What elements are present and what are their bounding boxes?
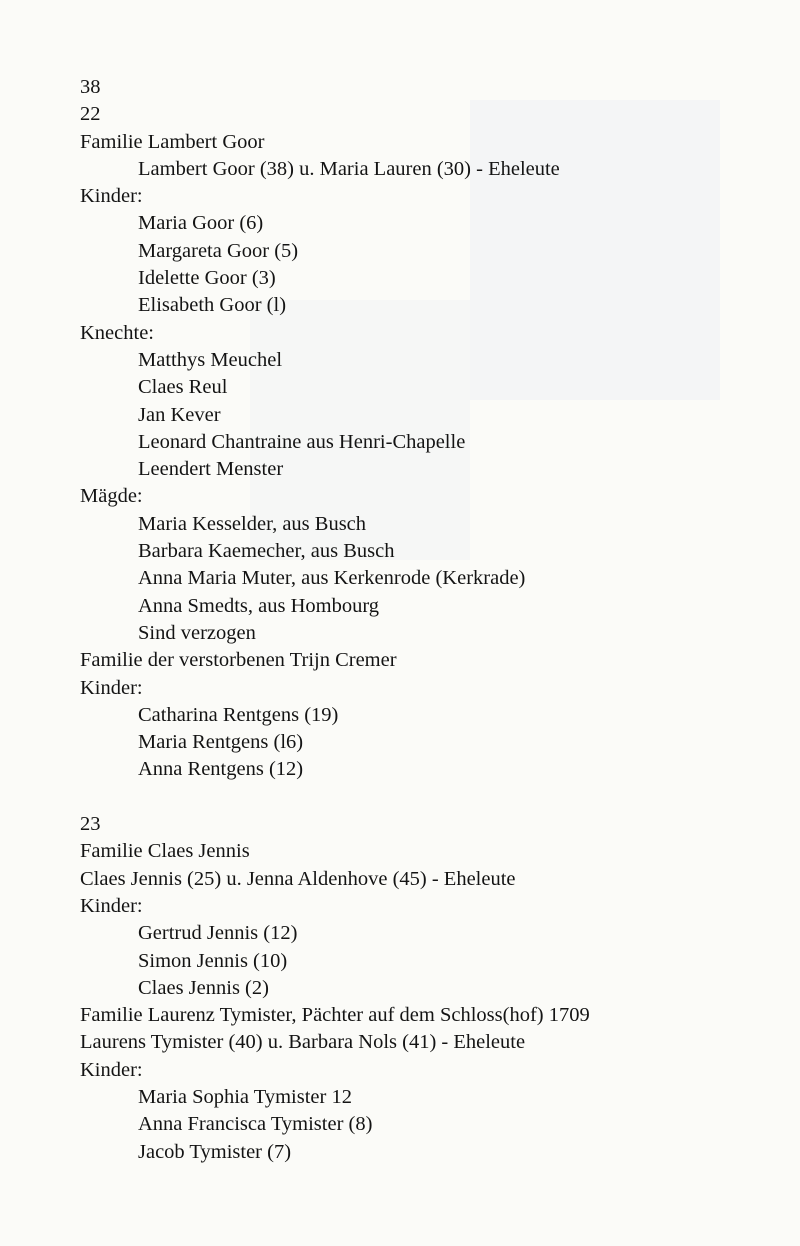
person-line: Idelette Goor (3)	[138, 267, 276, 290]
person-line: Maria Sophia Tymister 12	[138, 1085, 352, 1108]
person-line: Anna Rentgens (12)	[138, 758, 304, 781]
household-entry	[80, 811, 740, 1166]
person-line: Barbara Kaemecher, aus Busch	[138, 540, 395, 563]
person-line: Elisabeth Goor (l)	[138, 294, 287, 317]
heading-line: Claes Jennis (25) u. Jenna Aldenhove (45) - Eheleute	[80, 867, 516, 890]
person-line: Margareta Goor (5)	[138, 239, 299, 262]
entries	[80, 101, 740, 1166]
heading-line: Familie Claes Jennis	[80, 840, 250, 863]
person-line: Maria Rentgens (l6)	[138, 731, 304, 754]
person-line: Gertrud Jennis (12)	[138, 922, 298, 945]
person-line: Jan Kever	[138, 403, 221, 426]
person-line: Simon Jennis (10)	[138, 949, 288, 972]
person-line: Leendert Menster	[138, 458, 284, 481]
person-line: Maria Goor (6)	[138, 212, 264, 235]
heading-line: Laurens Tymister (40) u. Barbara Nols (41) - Eheleute	[80, 1031, 526, 1054]
person-line: Claes Reul	[138, 376, 228, 399]
person-line: Claes Jennis (2)	[138, 976, 269, 999]
heading-line: Familie der verstorbenen Trijn Cremer	[80, 649, 397, 672]
page-number: 38	[80, 76, 101, 98]
person-line: Lambert Goor (38) u. Maria Lauren (30) - Eheleute	[138, 157, 560, 180]
person-line: Jacob Tymister (7)	[138, 1140, 292, 1163]
person-line: Sind verzogen	[138, 621, 256, 644]
person-line: Maria Kesselder, aus Busch	[138, 512, 367, 535]
entry-gap	[80, 784, 740, 811]
entry-number: 22	[80, 103, 101, 126]
person-line: Matthys Meuchel	[138, 348, 283, 371]
person-line: Anna Francisca Tymister (8)	[138, 1113, 373, 1136]
heading-line: Knechte:	[80, 321, 154, 344]
heading-line: Kinder:	[80, 894, 143, 917]
heading-line: Kinder:	[80, 676, 143, 699]
entry-number: 23	[80, 813, 101, 836]
heading-line: Familie Lambert Goor	[80, 130, 265, 153]
household-entry	[80, 101, 740, 783]
heading-line: Mägde:	[80, 485, 143, 508]
heading-line: Kinder:	[80, 185, 143, 208]
person-line: Anna Maria Muter, aus Kerkenrode (Kerkrade)	[138, 567, 526, 590]
person-line: Catharina Rentgens (19)	[138, 703, 339, 726]
heading-line: Kinder:	[80, 1058, 143, 1081]
person-line: Leonard Chantraine aus Henri-Chapelle	[138, 430, 466, 453]
heading-line: Familie Laurenz Tymister, Pächter auf dem Schloss(hof) 1709	[80, 1004, 590, 1027]
page-text	[80, 74, 740, 1166]
person-line: Anna Smedts, aus Hombourg	[138, 594, 380, 617]
